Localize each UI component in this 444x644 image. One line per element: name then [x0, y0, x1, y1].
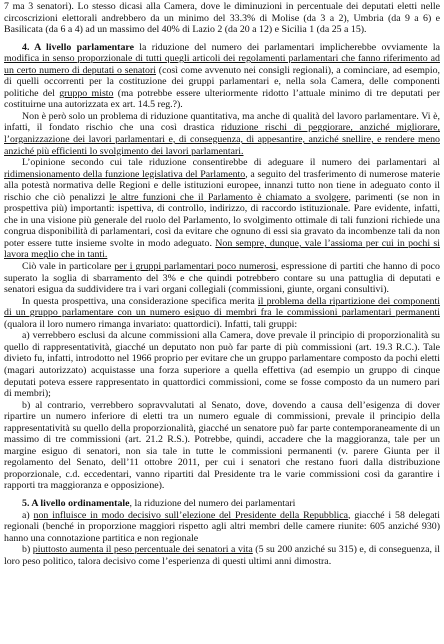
paragraph-quality-of-work	[4, 111, 440, 157]
paragraph-text: Non è però solo un problema di riduzione quantitativa, ma anche di qualità del lavoro parlamentare. Vi è, infatti, il fondato rischio che una così drastica	[4, 110, 440, 134]
paragraph-ordinamental-level	[4, 498, 440, 510]
list-marker: b)	[22, 544, 33, 556]
paragraph-text: (così come avvenuto nei consigli regionali), a cominciare, ad esempio, di quelli occorrenti per la costituzione dei gruppi parlamentari e, nella sola Camera, delle componenti politiche del	[4, 64, 440, 99]
list-item-b-senato	[4, 400, 440, 492]
paragraph-text: (ma potrebbe essere ulteriormente ridotto l’attuale minimo di tre deputati per costituirne una autorizzata ex art. 14.5 reg.?).	[4, 87, 440, 111]
paragraph-small-groups	[4, 261, 440, 296]
paragraph-text: Ciò vale in particolare	[22, 261, 115, 273]
paragraph-text: , la riduzione del numero dei parlamentari	[129, 497, 296, 509]
paragraph-text: (5 su 200 anziché su 315) e, di conseguenza, il loro peso politico, talora decisivo come l’esperienza di questi ultimi anni dimostra.	[4, 544, 440, 567]
underlined-text: ridimensionamento della funzione legislativa del Parlamento	[4, 168, 246, 180]
paragraph-text: L’opinione secondo cui tale riduzione consentirebbe di adeguare il numero dei parlamentari al	[22, 157, 440, 169]
paragraph-text: 7 ma 3 senatori). Lo stesso dicasi alla Camera, dove le diminuzioni in percentuale dei deputati eletti nelle circoscrizioni elettorali andrebbero da un minimo del 33.3% di Molise (da 3 a 2), Umbria (da 9 a 6) e Basilicata (da 6 a 4) ad un massimo del 40% di Lazio 2 (da 20 a 12) e Sicilia 1 (da 25 a 15).	[4, 1, 440, 36]
underlined-text: Non sempre, dunque, vale l’assioma per cui in pochi si lavora meglio che in tanti.	[4, 237, 440, 261]
list-item-b-life-senators	[4, 544, 440, 567]
underlined-text: riduzione rischi di peggiorare, anziché migliorare, l’organizzazione dei lavori parlamentari e, di conseguenza, di appesantire, anziché snellire, e rendere meno anziché più efficienti lo svolgimento dei lavori parlamentari.	[4, 122, 440, 157]
list-item-a-camera	[4, 330, 440, 399]
paragraph-parliamentary-level	[4, 42, 440, 111]
paragraph-text: , a seguito del trasferimento di numerose materie alla potestà normativa delle Regioni e delle istituzioni europee, innanzi tutto non tiene in adeguato conto il rischio che ciò penalizzi	[4, 168, 440, 203]
paragraph-legislative-function	[4, 157, 440, 261]
paragraph-text: , parimenti (se non in prospettiva più) importanti: ispettiva, di controllo, indirizzo, di raccordo istituzionale. Pare evidente, infatti, che in una visione più generale del ruolo del Parlamento, lo svolgimento ottimale di tali funzioni richiede una congrua disponibilità di parlamentari, così da evitare che ognuno di essi sia gravato da incombenze tali da non poter essere tutte insieme svolte in modo adeguato.	[4, 191, 440, 249]
underlined-text: piuttosto aumenta il peso percentuale dei senatori a vita	[32, 544, 253, 556]
paragraph-text: , espressione di partiti che hanno di poco superato la soglia di sbarramento del 3% e che quindi potrebbero contare su una pattuglia di deputati e senatori esigua da suddividere tra i vari organi collegiali (commissioni, giunte, organi consultivi).	[4, 261, 440, 296]
paragraph-text: , giacché i 58 delegati regionali (benché in proporzione maggiori rispetto agli altri membri delle camere riunite: 605 anziché 930) hanno una connotazione partitica e non regionale	[4, 509, 440, 544]
paragraph-text: a) verrebbero esclusi da alcune commissioni alla Camera, dove prevale il principio di proporzionalità su quello di rappresentatività, giacché un deputato non può far parte di più commissioni (art. 19.3 R.C.). Tale divieto fu, infatti, introdotto nel 1966 proprio per evitare che un gruppo parlamentare composto da pochi eletti (magari autorizzato) acquistasse una forza superiore a quella effettiva (ad esempio un gruppo di cinque deputati poteva essere rappresentato in quattordici commissioni, come se fosse composto da un numero pari di membri);	[4, 330, 440, 400]
underlined-text: per i gruppi parlamentari poco numerosi	[114, 261, 276, 273]
paragraph-text: In questa prospettiva, una considerazione specifica merita	[22, 295, 258, 307]
underlined-text: il problema della ripartizione dei componenti di un gruppo parlamentare con un numero esiguo di membri fra le commissioni parlamentari permanenti	[4, 295, 441, 319]
paragraph-senate-camera-reduction	[4, 1, 440, 36]
list-marker: a)	[22, 509, 34, 521]
underlined-text: gruppo misto	[59, 87, 114, 99]
underlined-text: le altre funzioni che il Parlamento è chiamato a svolgere	[109, 191, 349, 203]
underlined-text: modifica in senso proporzionale di tutti quegli articoli dei regolamenti parlamentari che fanno riferimento ad un certo numero di deputati o senatori	[4, 53, 440, 76]
paragraph-text: b) al contrario, verrebbero sopravvalutati al Senato, dove, dovendo a causa dell’esigenza di dover ripartire un numero inferiore di eletti tra un numero eguale di commissioni, prevale il principio della rappresentatività su quello della proporzionalità, giacché un senatore può far parte contemporaneamente di un massimo di tre commissioni (art. 21.2 R.S.). Potrebbe, quindi, accadere che la maggioranza, tale per un margine esiguo di senatori, non sia tale in tutte le commissioni permanenti (v. parere Giunta per il regolamento del Senato, dell’11 ottobre 2011, per cui i senatori che restano fuori dalla distribuzione proporzionale, c.d. eccedentari, vanno ripartiti dal Presidente tra le varie commissioni così da garantire i rapporti tra maggioranza e opposizione).	[4, 399, 440, 492]
paragraph-committee-distribution	[4, 296, 440, 331]
underlined-text: non influisce in modo decisivo sull’elezione del Presidente della Repubblica	[33, 509, 349, 521]
paragraph-text: (qualora il loro numero rimanga invariato: quattordici). Infatti, tali gruppi:	[4, 318, 298, 330]
section-heading-ordinamental: 5. A livello ordinamentale	[22, 497, 130, 509]
list-item-a-president	[4, 510, 440, 545]
paragraph-text: la riduzione del numero dei parlamentari implicherebbe ovviamente la	[134, 41, 440, 53]
section-heading-parliamentary: 4. A livello parlamentare	[22, 41, 134, 53]
